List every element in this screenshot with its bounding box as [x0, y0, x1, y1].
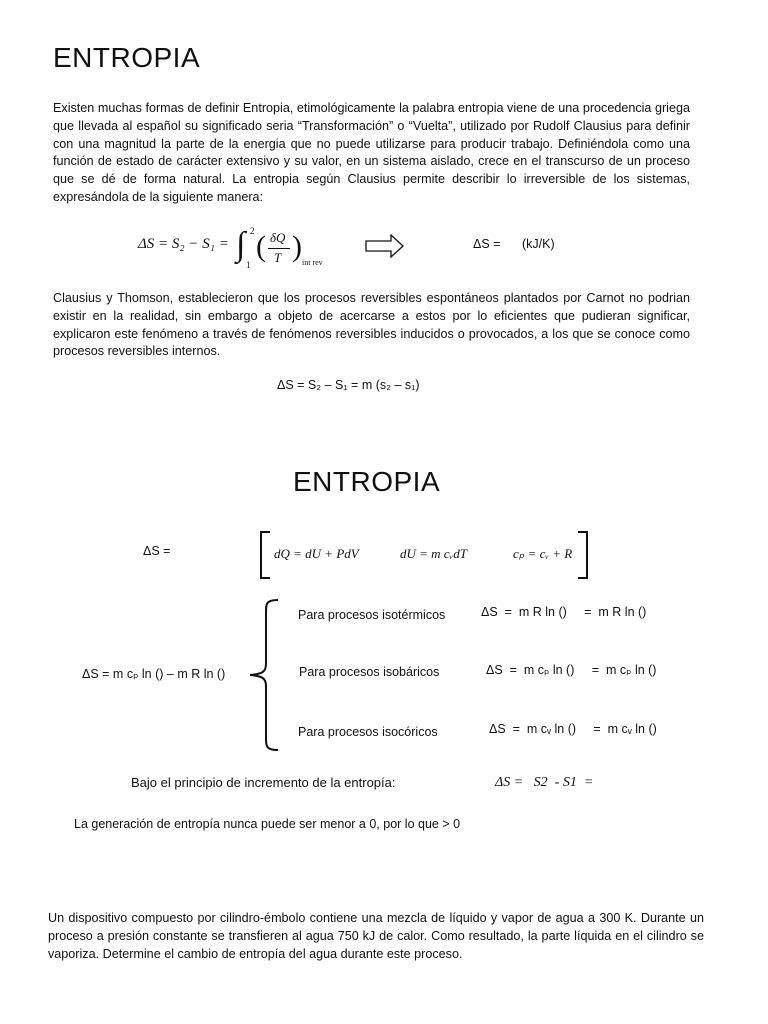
- implies-arrow-icon: [365, 234, 405, 258]
- case-formula: ΔS = m cᵥ ln () = m cᵥ ln (): [489, 722, 657, 736]
- entropy-change-equation: ΔS = S₂ – S₁ = m (s₂ – s₁): [277, 378, 420, 392]
- internal-energy-term: dU = m cᵥdT: [400, 546, 467, 561]
- curly-brace-icon: [246, 598, 286, 752]
- int-upper: 2: [250, 226, 255, 236]
- eq3-lhs: ΔS =: [143, 544, 171, 558]
- case-formula: ΔS = m R ln () = m R ln (): [481, 605, 647, 619]
- heat-term: dQ = dU + PdV: [274, 546, 359, 561]
- principle-equation: ΔS = S2 - S1 =: [495, 775, 594, 790]
- problem-statement: Un dispositivo compuesto por cilindro-émbolo contiene una mezcla de líquido y vapor de agua a 300 K. Durante un proceso a presión constante se transfieren al agua 750 kJ de calor. Como resultado, la parte líquida en el cilindro se vaporiza. Determine el cambio de entropía del agua durante este proceso.: [48, 911, 704, 961]
- paren-left: (: [256, 230, 266, 263]
- page-title: ENTROPIA: [53, 42, 201, 73]
- section-title: ENTROPIA: [293, 466, 441, 497]
- frac-line: [268, 248, 290, 249]
- case-label: Para procesos isocóricos: [298, 725, 438, 739]
- paren-right: ): [292, 230, 302, 263]
- delta-s-label: ΔS =: [473, 237, 501, 251]
- case-label: Para procesos isotérmicos: [298, 608, 446, 622]
- integral-sign: ∫: [236, 226, 246, 263]
- frac-den: T: [274, 250, 282, 265]
- unit-label: (kJ/K): [522, 237, 555, 251]
- general-formula: ΔS = m cₚ ln () – m R ln (): [82, 667, 226, 681]
- int-rev-subscript: int rev: [302, 258, 323, 267]
- generation-statement: La generación de entropía nunca puede ser menor a 0, por lo que > 0: [74, 817, 461, 831]
- reversible-paragraph: Clausius y Thomson, establecieron que los procesos reversibles espontáneos plantados por Carnot no podrian existir en la realidad, sin embargo a objeto de acercarse a estos por lo eficientes que pudieran significar, explicaron este fenómeno a través de fenómenos reversibles inducidos o provocados, a los que se conoce como procesos reversibles internos.: [53, 291, 690, 359]
- principle-label: Bajo el principio de incremento de la entropía:: [131, 775, 396, 790]
- specific-heat-term: cₚ = cᵥ + R: [513, 546, 573, 561]
- left-bracket: [260, 531, 270, 579]
- right-bracket: [578, 531, 588, 579]
- frac-num: δQ: [270, 230, 286, 245]
- case-label: Para procesos isobáricos: [299, 665, 440, 679]
- intro-paragraph: Existen muchas formas de definir Entropia, etimológicamente la palabra entropia viene de una procedencia griega que llevada al español su significado seria “Transformación” o “Vuelta”, utilizado por Rudolf Clausius para definir con una magnitud la parte de la energia que no puede utilizarse para producir trabajo. Definiéndola como una función de estado de carácter extensivo y su valor, en un sistema aislado, crece en el transcurso de un proceso que se dé de forma natural. La entropia según Clausius permite describir lo irreversible de los sistemas, expresándola de la siguiente manera:: [53, 101, 690, 204]
- int-lower: 1: [246, 260, 251, 270]
- case-formula: ΔS = m cₚ ln () = m cₚ ln (): [486, 663, 657, 677]
- clausius-equation: [138, 228, 338, 272]
- eq1-lhs: ΔS = S₂ − S₁ =: [138, 236, 229, 252]
